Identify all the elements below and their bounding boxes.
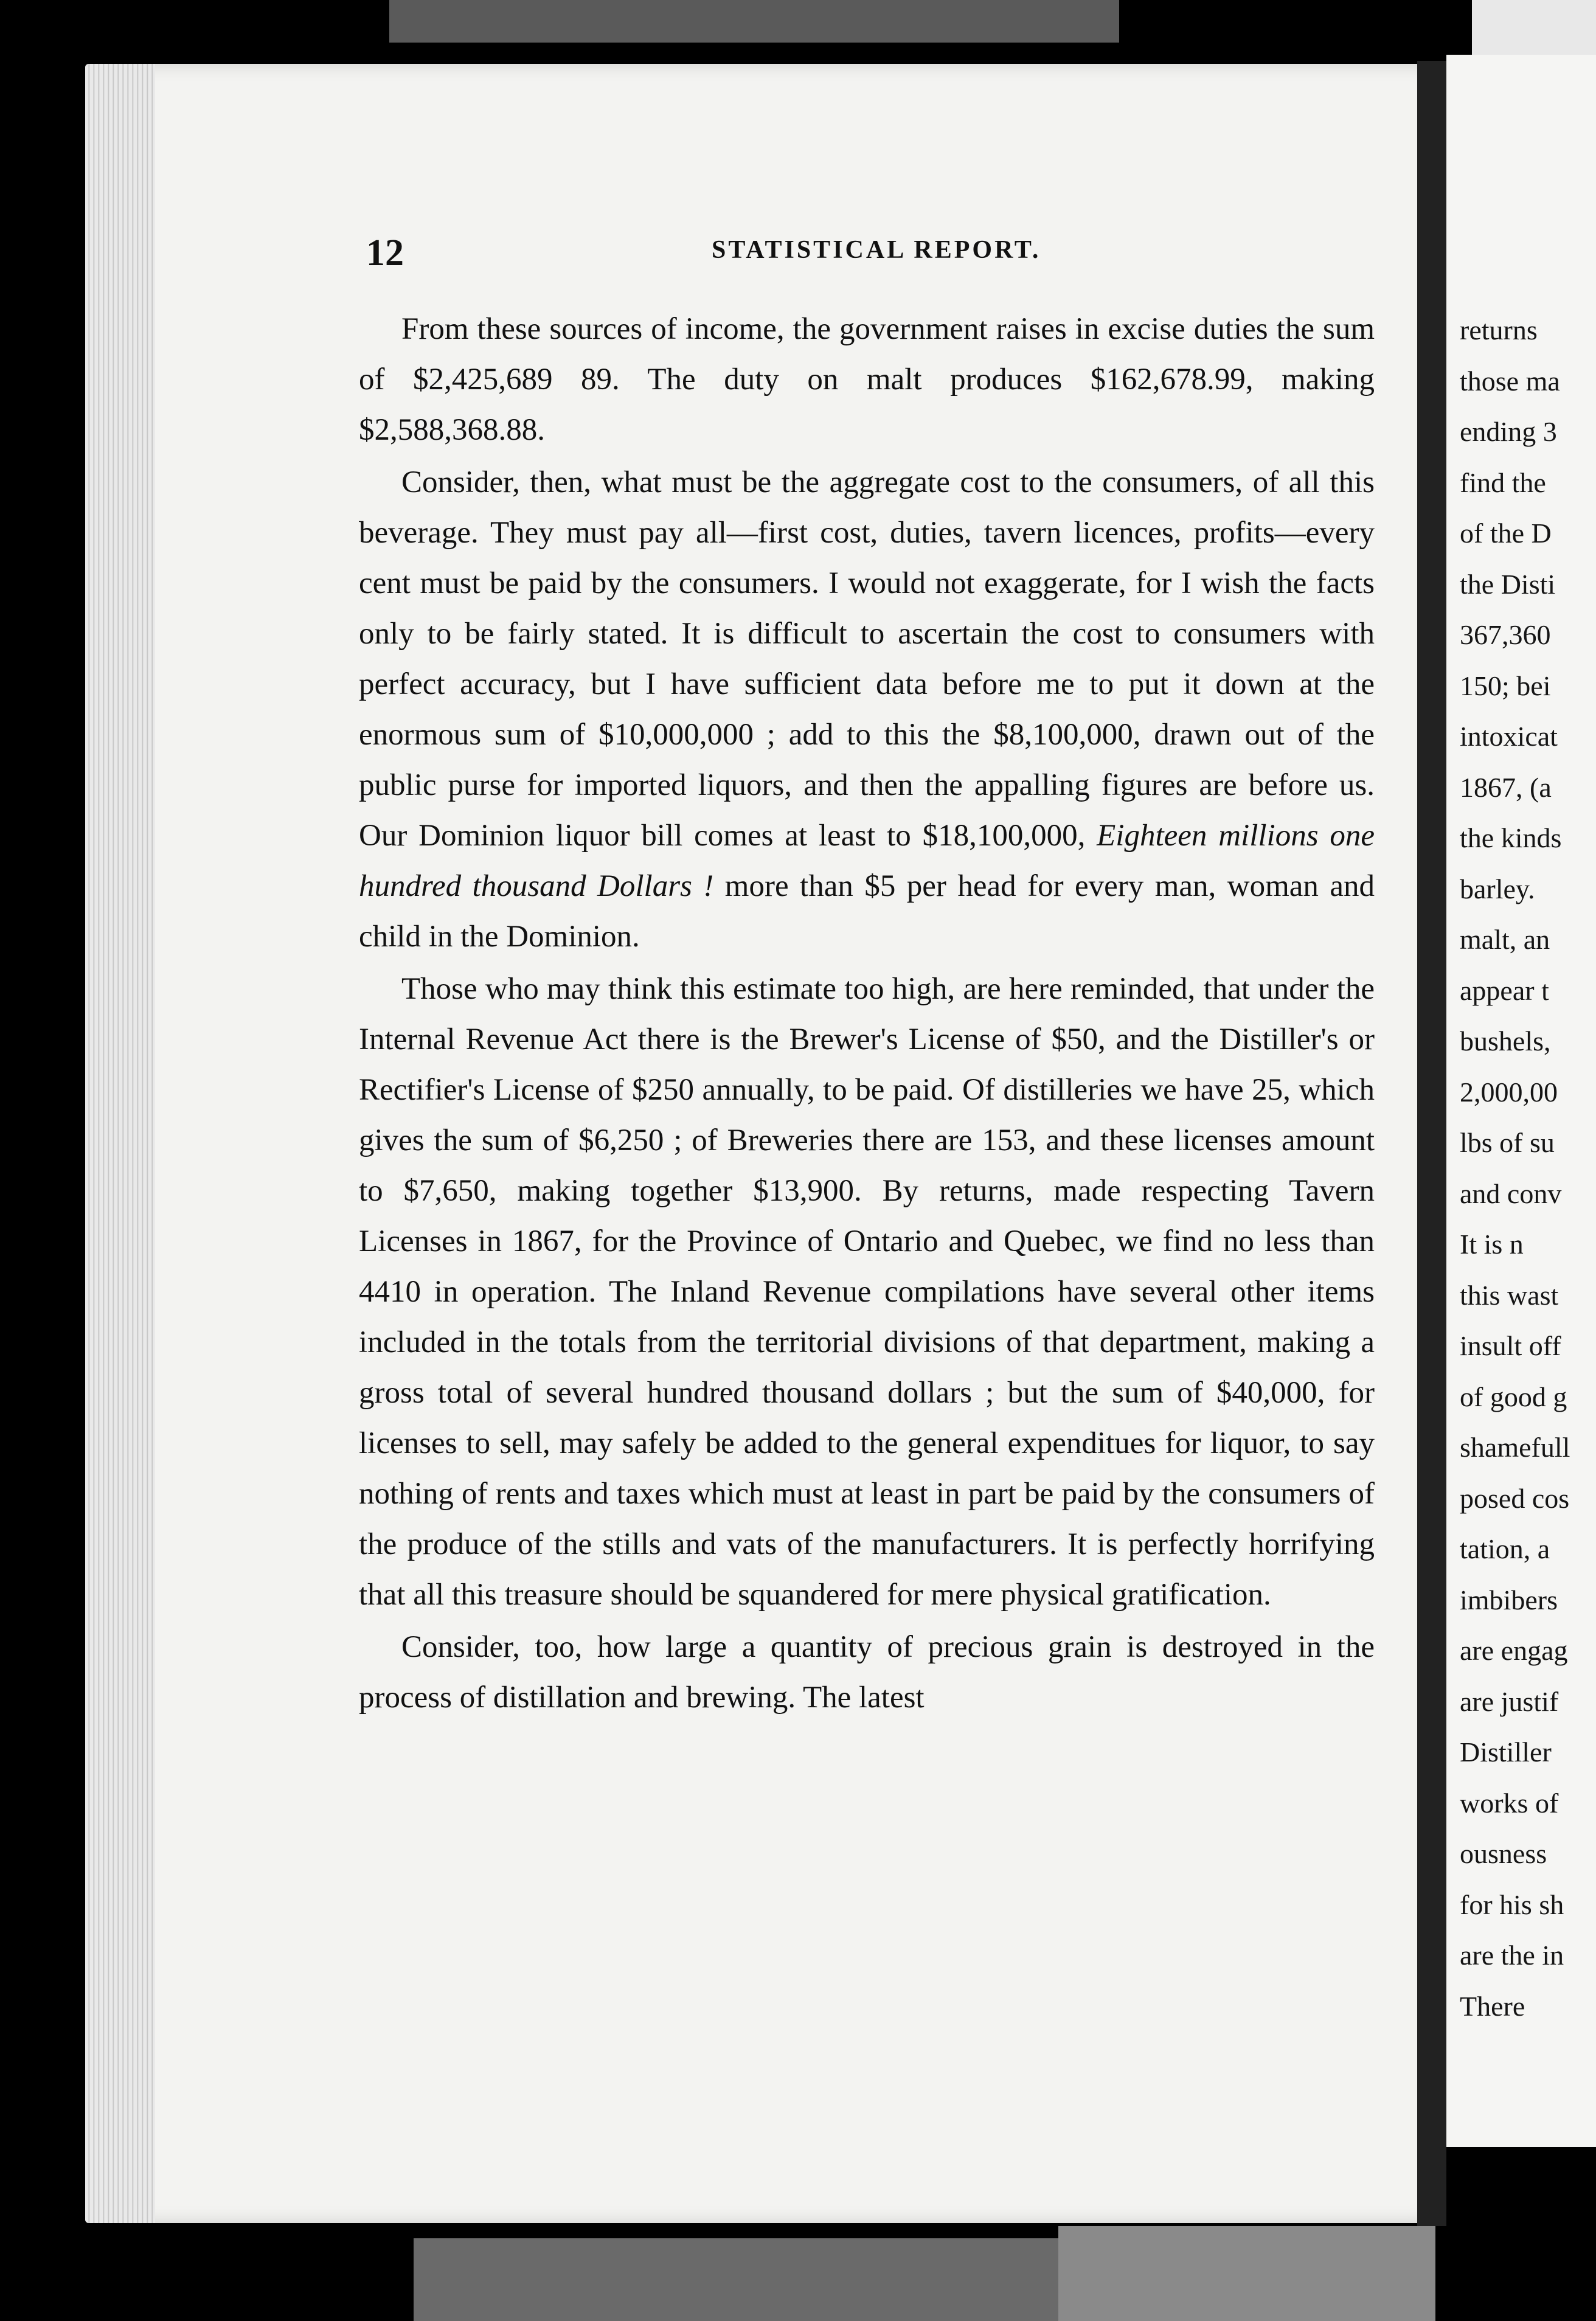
right-page-line: the kinds bbox=[1460, 822, 1562, 853]
page-number: 12 bbox=[366, 232, 404, 274]
right-page-line: 367,360 bbox=[1460, 619, 1551, 650]
paragraph bbox=[359, 964, 1375, 1620]
right-page-line: 1867, (a bbox=[1460, 771, 1552, 803]
right-page-line: appear t bbox=[1460, 974, 1549, 1006]
right-page-line: lbs of su bbox=[1460, 1127, 1555, 1158]
right-page-line: of the D bbox=[1460, 518, 1552, 549]
text-run: Consider, too, how large a quantity of precious grain is destroyed in the process of distillation and brewing. The latest bbox=[359, 1630, 1375, 1715]
right-page-line: tation, a bbox=[1460, 1533, 1550, 1564]
right-page-line: bushels, bbox=[1460, 1025, 1551, 1056]
right-page-line: works of bbox=[1460, 1787, 1559, 1819]
right-page-line: intoxicat bbox=[1460, 721, 1558, 752]
running-head: STATISTICAL REPORT. bbox=[712, 236, 1041, 264]
page-edges bbox=[85, 64, 155, 2223]
right-page-line: 150; bei bbox=[1460, 670, 1551, 701]
right-page-line: imbibers bbox=[1460, 1584, 1558, 1615]
right-page-line: posed cos bbox=[1460, 1482, 1570, 1514]
right-page-line: those ma bbox=[1460, 365, 1560, 397]
right-page-line: the Disti bbox=[1460, 568, 1556, 600]
right-page-line: shamefull bbox=[1460, 1432, 1570, 1463]
right-page-line: malt, an bbox=[1460, 924, 1550, 955]
text-run: From these sources of income, the government raises in excise duties the sum of $2,425,689 89. The duty on malt produces $162,678.99, making $2,588,368.88. bbox=[359, 312, 1375, 447]
paragraph bbox=[359, 1622, 1375, 1723]
right-page-line: for his sh bbox=[1460, 1889, 1564, 1920]
body-text bbox=[359, 304, 1375, 1723]
right-page-line: of good g bbox=[1460, 1381, 1567, 1412]
text-run: more than $5 per head for every man, woman and child in the Dominion. bbox=[359, 869, 1375, 954]
right-page-line: and conv bbox=[1460, 1178, 1562, 1209]
right-page-line: It is n bbox=[1460, 1229, 1524, 1260]
right-page-line: ousness bbox=[1460, 1838, 1547, 1869]
right-page-line: are engag bbox=[1460, 1635, 1568, 1666]
right-page-line: barley. bbox=[1460, 873, 1535, 904]
scan-border-top bbox=[389, 0, 1119, 43]
right-page-line: this wast bbox=[1460, 1279, 1559, 1311]
right-page-line: find the bbox=[1460, 467, 1546, 498]
paragraph bbox=[359, 304, 1375, 456]
book-gutter bbox=[1417, 61, 1446, 2226]
right-page-line: 2,000,00 bbox=[1460, 1076, 1558, 1108]
right-page-line: Distiller bbox=[1460, 1736, 1552, 1768]
italic-text: Eighteen millions one hundred thousand Dollars ! bbox=[359, 819, 1375, 903]
right-page-line: are justif bbox=[1460, 1685, 1559, 1717]
paragraph bbox=[359, 457, 1375, 962]
scan-border-bottom bbox=[414, 2238, 1083, 2321]
right-page-line: ending 3 bbox=[1460, 416, 1557, 447]
right-page-line: There bbox=[1460, 1990, 1525, 2022]
scan-border-bottom-right bbox=[1058, 2226, 1435, 2321]
right-page-line: insult off bbox=[1460, 1330, 1561, 1361]
text-run: Consider, then, what must be the aggregate cost to the consumers, of all this beverage. They must pay all—first cost, duties, tavern licences, profits—every cent must be paid by the consumers. I would not exaggerate, for I wish the facts only to be fairly stated. It is difficult to ascertain the cost to consumers with perfect accuracy, but I have sufficient data before me to put it down at the enormous sum of $10,000,000 ; add to this the $8,100,000, drawn out of the public purse for imported liquors, and then the appalling figures are before us. Our Dominion liquor bill comes at least to $18,100,000, bbox=[359, 465, 1375, 853]
right-page-line: are the in bbox=[1460, 1940, 1564, 1971]
text-run: Those who may think this estimate too high, are here reminded, that under the Internal Revenue Act there is the Brewer's License of $50, and the Distiller's or Rectifier's License of $250 annually, to be paid. Of distilleries we have 25, which gives the sum of $6,250 ; of Breweries there are 153, and these licenses amount to $7,650, making together $13,900. By returns, made respecting Tavern Licenses in 1867, for the Province of Ontario and Quebec, we find no less than 4410 in operation. The Inland Revenue compilations have several other items included in the totals from the territorial divisions of that department, making a gross total of several hundred thousand dollars ; but the sum of $40,000, for licenses to sell, may safely be added to the general expenditues for liquor, to say nothing of rents and taxes which must at least in part be paid by the consumers of the produce of the stills and vats of the manufacturers. It is perfectly horrifying that all this treasure should be squandered for mere physical gratification. bbox=[359, 972, 1375, 1612]
right-page-line: returns bbox=[1460, 314, 1538, 345]
